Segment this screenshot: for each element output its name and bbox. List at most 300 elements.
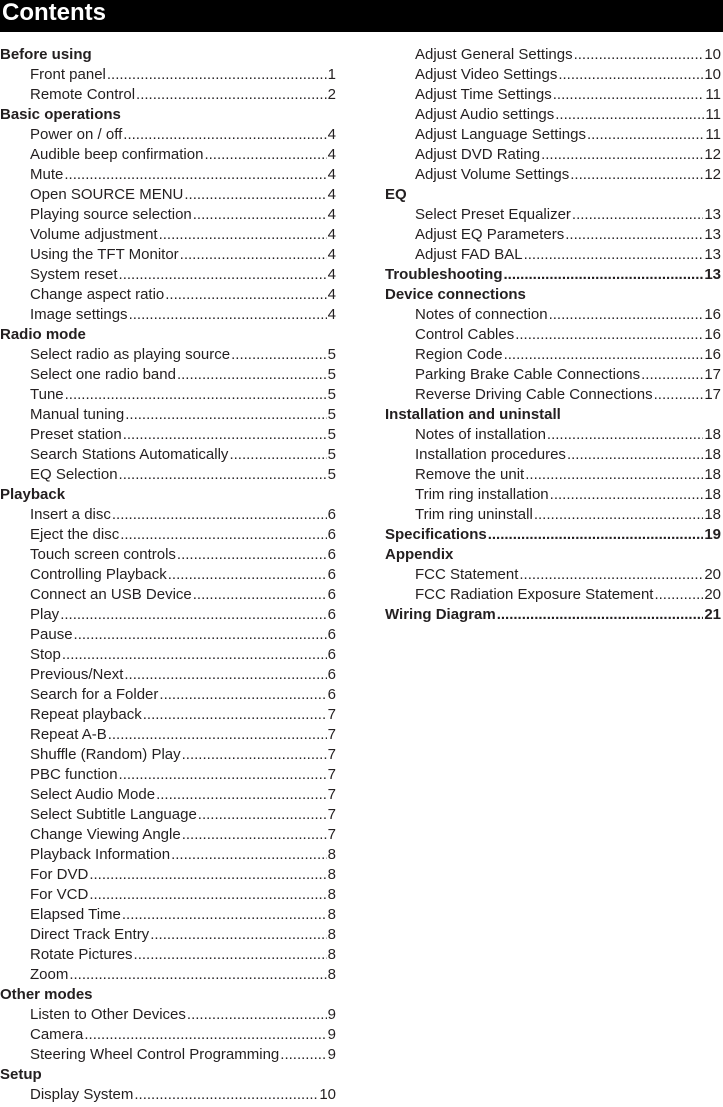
toc-entry-label: Repeat playback <box>30 706 142 723</box>
dot-leader <box>136 85 327 105</box>
page-title: Contents <box>2 0 106 26</box>
toc-entry-label: Rotate Pictures <box>30 946 133 963</box>
toc-entry-label: Steering Wheel Control Programming <box>30 1046 280 1063</box>
toc-entry[interactable] <box>0 965 336 985</box>
section-heading: Setup <box>0 1066 42 1083</box>
toc-entry[interactable] <box>0 1045 336 1065</box>
toc-entry[interactable] <box>0 565 336 585</box>
toc-entry-page-number: 6 <box>327 646 336 663</box>
toc-entry-label: Stop <box>30 646 61 663</box>
toc-entry-page-number: 10 <box>704 46 721 63</box>
toc-entry[interactable] <box>385 445 721 465</box>
toc-entry-label: FCC Statement <box>415 566 519 583</box>
toc-entry-label: PBC function <box>30 766 118 783</box>
toc-entry-page-number: 4 <box>327 246 336 263</box>
toc-entry[interactable] <box>0 305 336 325</box>
toc-entry-label: Listen to Other Devices <box>30 1006 186 1023</box>
toc-entry[interactable] <box>0 165 336 185</box>
toc-entry[interactable] <box>385 165 721 185</box>
toc-entry-label: Search Stations Automatically <box>30 446 229 463</box>
toc-entry[interactable] <box>385 85 721 105</box>
toc-entry[interactable] <box>385 505 721 525</box>
toc-entry-page-number: 9 <box>327 1046 336 1063</box>
dot-leader <box>558 65 703 85</box>
toc-entry[interactable] <box>385 365 721 385</box>
toc-entry-page-number: 18 <box>704 466 721 483</box>
dot-leader <box>504 265 704 285</box>
toc-entry-label: Search for a Folder <box>30 686 159 703</box>
toc-entry-label: Elapsed Time <box>30 906 121 923</box>
dot-leader <box>515 325 703 345</box>
toc-entry-label: Shuffle (Random) Play <box>30 746 181 763</box>
dot-leader <box>550 485 704 505</box>
dot-leader <box>119 465 327 485</box>
dot-leader <box>134 945 327 965</box>
toc-entry-page-number: 4 <box>327 146 336 163</box>
toc-entry-page-number: 16 <box>704 346 721 363</box>
toc-entry-page-number: 8 <box>327 946 336 963</box>
toc-entry[interactable] <box>385 245 721 265</box>
dot-leader <box>280 1045 326 1065</box>
toc-entry-label: Change Viewing Angle <box>30 826 181 843</box>
toc-entry-label: Region Code <box>415 346 503 363</box>
toc-entry[interactable] <box>0 745 336 765</box>
section-heading-entry[interactable] <box>385 265 721 285</box>
dot-leader <box>65 385 327 405</box>
toc-entry-label: Select Subtitle Language <box>30 806 197 823</box>
dot-leader <box>74 625 327 645</box>
toc-entry-page-number: 8 <box>327 966 336 983</box>
toc-entry-label: For DVD <box>30 866 89 883</box>
toc-entry[interactable] <box>0 365 336 385</box>
dot-leader <box>122 905 327 925</box>
toc-entry[interactable] <box>0 65 336 85</box>
toc-entry-label: System reset <box>30 266 118 283</box>
toc-entry-page-number: 18 <box>704 446 721 463</box>
toc-entry-label: Mute <box>30 166 64 183</box>
toc-entry-page-number: 11 <box>705 86 721 103</box>
dot-leader <box>547 425 703 445</box>
toc-entry[interactable] <box>0 505 336 525</box>
toc-entry-page-number: 6 <box>327 526 336 543</box>
toc-entry[interactable] <box>385 585 721 605</box>
toc-entry-page-number: 21 <box>704 606 721 623</box>
dot-leader <box>89 885 326 905</box>
toc-entry-label: Touch screen controls <box>30 546 176 563</box>
dot-leader <box>182 825 327 845</box>
toc-entry[interactable] <box>0 885 336 905</box>
section-heading: Appendix <box>385 546 454 563</box>
toc-entry[interactable] <box>0 785 336 805</box>
toc-left-column <box>0 45 336 1105</box>
dot-leader <box>534 505 704 525</box>
toc-entry-page-number: 8 <box>327 866 336 883</box>
toc-entry-label: Parking Brake Cable Connections <box>415 366 641 383</box>
dot-leader <box>171 845 327 865</box>
toc-entry-page-number: 11 <box>705 106 721 123</box>
toc-entry-page-number: 6 <box>327 566 336 583</box>
toc-entry-label: Remote Control <box>30 86 136 103</box>
section-heading: Other modes <box>0 986 93 1003</box>
toc-entry-page-number: 7 <box>327 706 336 723</box>
dot-leader <box>159 685 326 705</box>
toc-entry[interactable] <box>385 145 721 165</box>
toc-entry[interactable] <box>385 205 721 225</box>
toc-entry-page-number: 6 <box>327 666 336 683</box>
toc-entry-page-number: 4 <box>327 126 336 143</box>
toc-entry-page-number: 4 <box>327 206 336 223</box>
toc-entry-label: Using the TFT Monitor <box>30 246 179 263</box>
toc-entry[interactable] <box>0 85 336 105</box>
toc-entry[interactable] <box>0 345 336 365</box>
toc-entry-label: Power on / off <box>30 126 123 143</box>
dot-leader <box>84 1025 326 1045</box>
toc-entry[interactable] <box>0 185 336 205</box>
toc-entry-page-number: 4 <box>327 306 336 323</box>
toc-entry-page-number: 7 <box>327 746 336 763</box>
toc-entry-page-number: 16 <box>704 306 721 323</box>
dot-leader <box>525 465 703 485</box>
toc-entry[interactable] <box>0 405 336 425</box>
contents-header-bar <box>0 0 723 32</box>
toc-entry-label: Open SOURCE MENU <box>30 186 184 203</box>
dot-leader <box>570 165 703 185</box>
toc-entry-label: Installation procedures <box>415 446 566 463</box>
toc-entry[interactable] <box>0 265 336 285</box>
toc-entry-label: Zoom <box>30 966 69 983</box>
toc-entry-page-number: 5 <box>327 346 336 363</box>
toc-entry-page-number: 5 <box>327 426 336 443</box>
dot-leader <box>488 525 704 545</box>
toc-entry[interactable] <box>0 625 336 645</box>
toc-entry-label: EQ Selection <box>30 466 118 483</box>
toc-entry-page-number: 5 <box>327 386 336 403</box>
toc-entry[interactable] <box>0 945 336 965</box>
toc-entry[interactable] <box>0 845 336 865</box>
dot-leader <box>641 365 703 385</box>
dot-leader <box>156 785 327 805</box>
toc-entry-page-number: 20 <box>704 586 721 603</box>
toc-entry-page-number: 13 <box>704 226 721 243</box>
toc-entry[interactable] <box>0 125 336 145</box>
toc-entry-label: Notes of installation <box>415 426 546 443</box>
dot-leader <box>108 725 327 745</box>
toc-entry[interactable] <box>0 1005 336 1025</box>
toc-entry-label: Display System <box>30 1086 134 1103</box>
dot-leader <box>120 525 326 545</box>
dot-leader <box>150 925 326 945</box>
toc-entry-page-number: 16 <box>704 326 721 343</box>
toc-entry-page-number: 10 <box>704 66 721 83</box>
toc-entry-label: Adjust Language Settings <box>415 126 586 143</box>
toc-entry-label: Adjust DVD Rating <box>415 146 541 163</box>
section-heading: EQ <box>385 186 407 203</box>
toc-entry[interactable] <box>0 705 336 725</box>
toc-entry-label: Eject the disc <box>30 526 120 543</box>
toc-entry-page-number: 10 <box>319 1086 336 1103</box>
toc-entry-label: Preset station <box>30 426 122 443</box>
dot-leader <box>123 425 327 445</box>
toc-entry-label: Select radio as playing source <box>30 346 231 363</box>
toc-entry-label: Wiring Diagram <box>385 606 496 623</box>
dot-leader <box>204 145 326 165</box>
toc-entry-label: Audible beep confirmation <box>30 146 204 163</box>
dot-leader <box>587 125 704 145</box>
toc-entry-label: Trim ring installation <box>415 486 549 503</box>
toc-entry-page-number: 12 <box>704 166 721 183</box>
toc-entry-page-number: 6 <box>327 606 336 623</box>
toc-entry-page-number: 13 <box>704 266 721 283</box>
toc-entry[interactable] <box>385 345 721 365</box>
toc-entry[interactable] <box>0 525 336 545</box>
toc-entry[interactable] <box>0 1085 336 1105</box>
dot-leader <box>168 565 327 585</box>
toc-entry[interactable] <box>0 765 336 785</box>
toc-entry[interactable] <box>385 485 721 505</box>
toc-entry-page-number: 17 <box>704 386 721 403</box>
toc-entry-label: Adjust FAD BAL <box>415 246 523 263</box>
toc-entry[interactable] <box>385 105 721 125</box>
section-heading: Installation and uninstall <box>385 406 561 423</box>
toc-entry[interactable] <box>0 585 336 605</box>
dot-leader <box>123 125 326 145</box>
toc-entry-label: Select Audio Mode <box>30 786 156 803</box>
dot-leader <box>572 205 703 225</box>
toc-entry-label: Notes of connection <box>415 306 548 323</box>
toc-entry[interactable] <box>0 385 336 405</box>
toc-entry[interactable] <box>385 65 721 85</box>
toc-entry-page-number: 6 <box>327 626 336 643</box>
dot-leader <box>187 1005 327 1025</box>
toc-entry-label: Image settings <box>30 306 128 323</box>
toc-entry[interactable] <box>385 45 721 65</box>
toc-entry-label: Insert a disc <box>30 506 111 523</box>
toc-entry-label: Front panel <box>30 66 106 83</box>
toc-entry-page-number: 6 <box>327 506 336 523</box>
toc-entry-page-number: 6 <box>327 546 336 563</box>
toc-entry[interactable] <box>0 545 336 565</box>
dot-leader <box>567 445 703 465</box>
toc-entry-page-number: 18 <box>704 506 721 523</box>
toc-entry-label: Controlling Playback <box>30 566 167 583</box>
toc-entry-label: Volume adjustment <box>30 226 158 243</box>
toc-entry-label: Camera <box>30 1026 84 1043</box>
toc-entry-page-number: 7 <box>327 726 336 743</box>
toc-entry-page-number: 1 <box>327 66 336 83</box>
toc-entry-page-number: 2 <box>327 86 336 103</box>
dot-leader <box>193 585 327 605</box>
toc-entry-label: Playing source selection <box>30 206 192 223</box>
toc-entry[interactable] <box>0 685 336 705</box>
toc-entry-page-number: 5 <box>327 466 336 483</box>
toc-entry-page-number: 18 <box>704 486 721 503</box>
toc-entry[interactable] <box>385 425 721 445</box>
toc-entry-label: Playback Information <box>30 846 171 863</box>
toc-entry-label: Remove the unit <box>415 466 525 483</box>
dot-leader <box>184 185 326 205</box>
toc-entry[interactable] <box>0 425 336 445</box>
dot-leader <box>654 385 704 405</box>
toc-entry-page-number: 4 <box>327 186 336 203</box>
dot-leader <box>134 1085 318 1105</box>
toc-entry-label: Adjust Volume Settings <box>415 166 570 183</box>
toc-entry-page-number: 6 <box>327 686 336 703</box>
toc-entry-page-number: 18 <box>704 426 721 443</box>
toc-entry[interactable] <box>385 225 721 245</box>
toc-entry-label: Connect an USB Device <box>30 586 192 603</box>
dot-leader <box>177 365 327 385</box>
toc-entry-label: Adjust General Settings <box>415 46 573 63</box>
dot-leader <box>654 585 703 605</box>
toc-entry-label: Manual tuning <box>30 406 125 423</box>
section-heading: Before using <box>0 46 92 63</box>
toc-entry-label: Pause <box>30 626 73 643</box>
dot-leader <box>555 105 704 125</box>
toc-entry[interactable] <box>0 445 336 465</box>
dot-leader <box>119 265 327 285</box>
section-heading: Device connections <box>385 286 526 303</box>
toc-entry-page-number: 4 <box>327 226 336 243</box>
toc-entry-label: Trim ring uninstall <box>415 506 533 523</box>
dot-leader <box>89 865 326 885</box>
dot-leader <box>198 805 327 825</box>
toc-entry[interactable] <box>0 605 336 625</box>
toc-entry-label: Troubleshooting <box>385 266 503 283</box>
dot-leader <box>62 645 327 665</box>
toc-entry-label: Adjust Audio settings <box>415 106 555 123</box>
toc-entry-label: Control Cables <box>415 326 515 343</box>
toc-entry[interactable] <box>0 465 336 485</box>
toc-entry-label: Adjust Video Settings <box>415 66 558 83</box>
toc-entry-page-number: 13 <box>704 206 721 223</box>
toc-entry-page-number: 4 <box>327 286 336 303</box>
dot-leader <box>112 505 327 525</box>
dot-leader <box>565 225 703 245</box>
toc-entry-label: Play <box>30 606 60 623</box>
dot-leader <box>231 345 327 365</box>
toc-entry[interactable] <box>0 905 336 925</box>
toc-entry-label: Change aspect ratio <box>30 286 165 303</box>
toc-entry-label: Previous/Next <box>30 666 124 683</box>
toc-entry-page-number: 8 <box>327 926 336 943</box>
toc-entry[interactable] <box>0 825 336 845</box>
toc-entry-page-number: 5 <box>327 406 336 423</box>
dot-leader <box>165 285 326 305</box>
dot-leader <box>497 605 704 625</box>
toc-entry-label: Select Preset Equalizer <box>415 206 571 223</box>
dot-leader <box>64 165 326 185</box>
toc-entry[interactable] <box>0 245 336 265</box>
toc-entry-page-number: 4 <box>327 166 336 183</box>
toc-entry-page-number: 5 <box>327 366 336 383</box>
dot-leader <box>119 765 327 785</box>
toc-entry-page-number: 17 <box>704 366 721 383</box>
toc-entry-label: Reverse Driving Cable Connections <box>415 386 653 403</box>
toc-entry[interactable] <box>385 125 721 145</box>
toc-entry-page-number: 7 <box>327 786 336 803</box>
section-heading-entry[interactable] <box>385 525 721 545</box>
toc-entry-label: Direct Track Entry <box>30 926 150 943</box>
toc-entry-page-number: 7 <box>327 826 336 843</box>
toc-entry-page-number: 9 <box>327 1006 336 1023</box>
toc-entry-label: Tune <box>30 386 64 403</box>
toc-entry-page-number: 12 <box>704 146 721 163</box>
toc-entry-page-number: 9 <box>327 1026 336 1043</box>
toc-entry[interactable] <box>0 645 336 665</box>
section-heading: Basic operations <box>0 106 121 123</box>
toc-entry[interactable] <box>0 225 336 245</box>
toc-entry[interactable] <box>0 865 336 885</box>
dot-leader <box>549 305 704 325</box>
toc-entry-label: Specifications <box>385 526 487 543</box>
toc-entry-page-number: 19 <box>704 526 721 543</box>
toc-entry-page-number: 13 <box>704 246 721 263</box>
toc-entry-page-number: 5 <box>327 446 336 463</box>
toc-entry[interactable] <box>0 925 336 945</box>
dot-leader <box>182 745 327 765</box>
toc-entry[interactable] <box>385 325 721 345</box>
toc-entry-page-number: 8 <box>327 846 336 863</box>
toc-entry-page-number: 7 <box>327 806 336 823</box>
dot-leader <box>159 225 327 245</box>
dot-leader <box>124 665 326 685</box>
toc-entry-page-number: 4 <box>327 266 336 283</box>
toc-entry[interactable] <box>385 385 721 405</box>
dot-leader <box>504 345 704 365</box>
section-heading-entry[interactable] <box>385 605 721 625</box>
dot-leader <box>107 65 327 85</box>
toc-entry-page-number: 7 <box>327 766 336 783</box>
dot-leader <box>125 405 326 425</box>
dot-leader <box>69 965 326 985</box>
toc-entry-label: Select one radio band <box>30 366 176 383</box>
toc-entry[interactable] <box>385 305 721 325</box>
dot-leader <box>193 205 327 225</box>
section-heading: Radio mode <box>0 326 86 343</box>
toc-entry[interactable] <box>0 205 336 225</box>
dot-leader <box>553 85 705 105</box>
dot-leader <box>229 445 326 465</box>
dot-leader <box>180 245 327 265</box>
toc-entry[interactable] <box>0 1025 336 1045</box>
dot-leader <box>129 305 327 325</box>
toc-entry[interactable] <box>0 665 336 685</box>
dot-leader <box>524 245 704 265</box>
toc-entry[interactable] <box>385 565 721 585</box>
dot-leader <box>143 705 327 725</box>
toc-entry-label: Adjust EQ Parameters <box>415 226 565 243</box>
toc-entry-page-number: 6 <box>327 586 336 603</box>
dot-leader <box>541 145 703 165</box>
toc-entry-page-number: 20 <box>704 566 721 583</box>
toc-entry-label: FCC Radiation Exposure Statement <box>415 586 654 603</box>
toc-entry[interactable] <box>385 465 721 485</box>
dot-leader <box>177 545 327 565</box>
toc-entry-page-number: 8 <box>327 886 336 903</box>
dot-leader <box>574 45 704 65</box>
section-heading: Playback <box>0 486 66 503</box>
toc-entry[interactable] <box>0 725 336 745</box>
toc-entry-label: For VCD <box>30 886 89 903</box>
toc-entry-page-number: 11 <box>705 126 721 143</box>
toc-entry-page-number: 8 <box>327 906 336 923</box>
toc-entry[interactable] <box>0 805 336 825</box>
toc-entry-label: Adjust Time Settings <box>415 86 552 103</box>
toc-entry[interactable] <box>0 285 336 305</box>
dot-leader <box>519 565 703 585</box>
toc-right-column <box>385 45 721 625</box>
toc-entry[interactable] <box>0 145 336 165</box>
